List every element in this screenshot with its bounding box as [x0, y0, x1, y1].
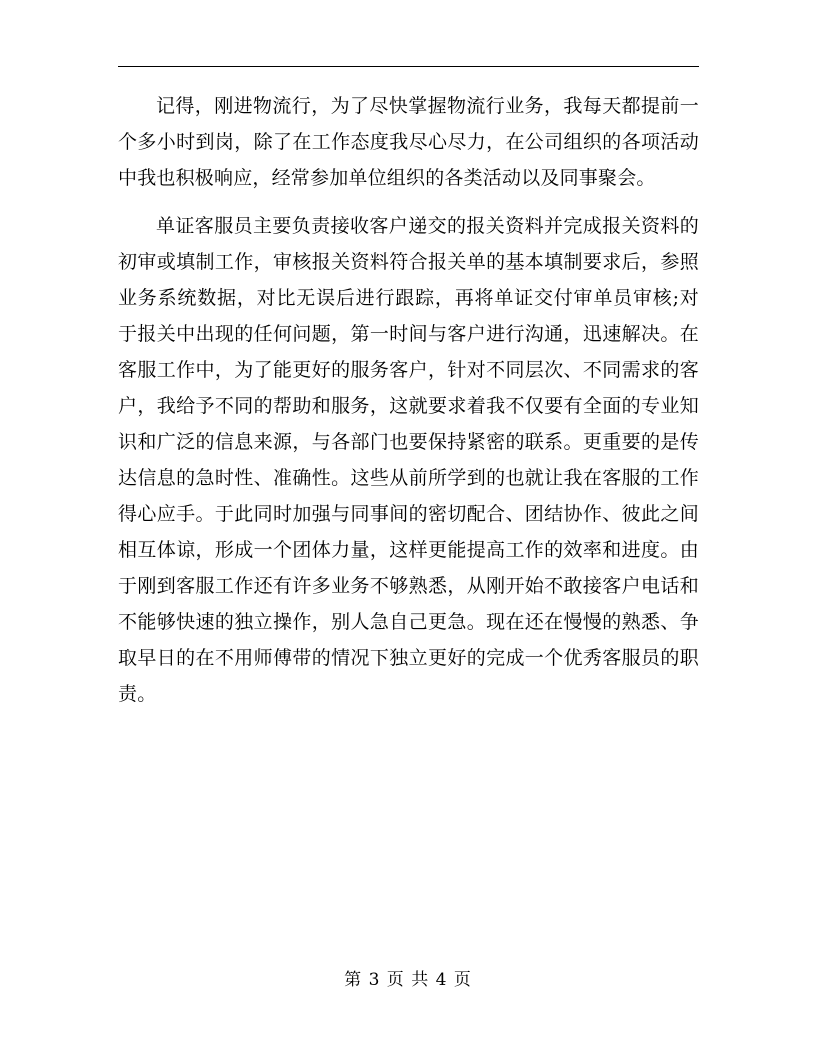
paragraph-2: 单证客服员主要负责接收客户递交的报关资料并完成报关资料的初审或填制工作，审核报关资料符合报关单的基本填制要求后，参照业务系统数据，对比无误后进行跟踪，再将单证交付审单员审核;对于报关中出现的任何问题，第一时间与客户进行沟通，迅速解决。在客服工作中，为了能更好的服务客户，针对不同层次、不同需求的客户，我给予不同的帮助和服务，这就要求着我不仅要有全面的专业知识和广泛的信息来源，与各部门也要保持紧密的联系。更重要的是传达信息的急时性、准确性。这些从前所学到的也就让我在客服的工作得心应手。于此同时加强与同事间的密切配合、团结协作、彼此之间相互体谅，形成一个团体力量，这样更能提高工作的效率和进度。由于刚到客服工作还有许多业务不够熟悉，从刚开始不敢接客户电话和不能够快速的独立操作，别人急自己更急。现在还在慢慢的熟悉、争取早日的在不用师傅带的情况下独立更好的完成一个优秀客服员的职责。 [118, 215, 699, 705]
document-body [118, 88, 699, 712]
paragraph-1: 记得，刚进物流行，为了尽快掌握物流行业务，我每天都提前一个多小时到岗，除了在工作态度我尽心尽力，在公司组织的各项活动中我也积极响应，经常参加单位组织的各类活动以及同事聚会。 [118, 95, 699, 189]
header-rule [118, 66, 699, 67]
page-number-footer: 第 3 页 共 4 页 [344, 970, 472, 990]
